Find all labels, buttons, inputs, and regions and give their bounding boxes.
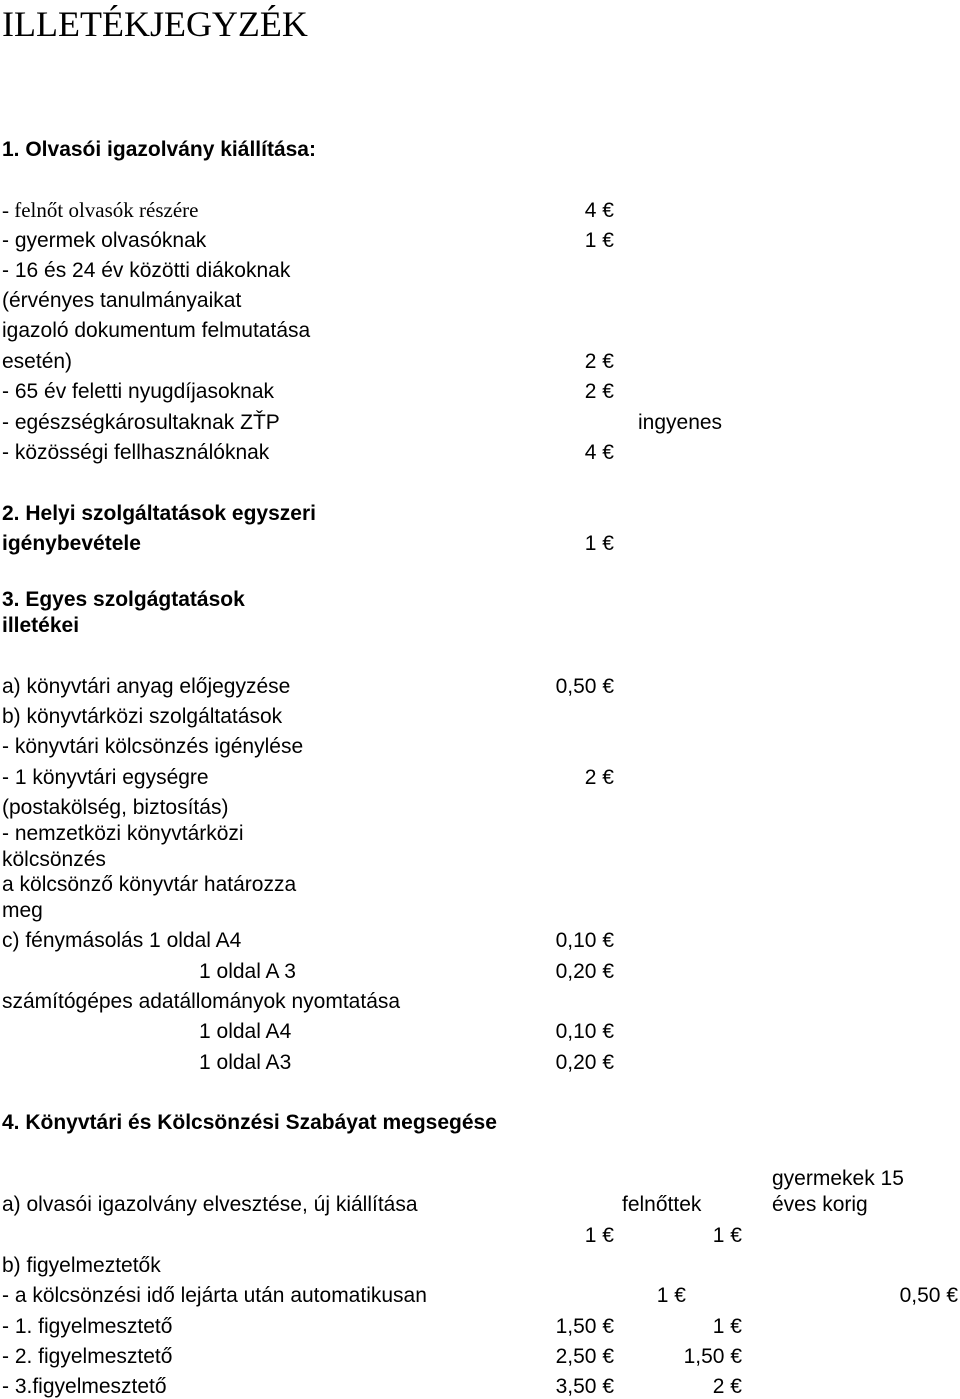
fee-label: a kölcsönző könyvtár határozza: [2, 873, 297, 896]
fee-value: 1 €: [584, 532, 614, 555]
fee-label: c) fénymásolás 1 oldal A4: [2, 929, 242, 952]
fee-label: 1 oldal A4: [199, 1020, 292, 1043]
fee-label: a) olvasói igazolvány elvesztése, új kiállítása: [2, 1193, 418, 1216]
section-3-heading: illetékei: [2, 614, 80, 637]
fee-label: 1 oldal A3: [199, 1051, 292, 1074]
fee-label: - egészségkárosultaknak ZŤP: [2, 411, 280, 434]
section-4-heading: 4. Könyvtári és Kölcsönzési Szabáyat megsegése: [2, 1111, 497, 1134]
fee-value: 2,50 €: [555, 1345, 614, 1368]
fee-value: 0,50 €: [899, 1284, 958, 1307]
fee-value: 1 €: [712, 1315, 742, 1338]
fee-label: - 65 év feletti nyugdíjasoknak: [2, 380, 274, 403]
fee-label: a) könyvtári anyag előjegyzése: [2, 675, 291, 698]
fee-value: 0,10 €: [555, 929, 614, 952]
document-title: ILLETÉKJEGYZÉK: [2, 4, 308, 44]
fee-label: kölcsönzés: [2, 848, 106, 871]
section-2-heading: igénybevétele: [2, 532, 141, 555]
fee-label: - 1. figyelmesztető: [2, 1315, 173, 1338]
fee-label: - a kölcsönzési idő lejárta után automatikusan: [2, 1284, 427, 1307]
fee-value: 2 €: [712, 1375, 742, 1398]
section-1-heading: 1. Olvasói igazolvány kiállítása:: [2, 138, 316, 161]
fee-value: ingyenes: [638, 411, 723, 434]
fee-label: (érvényes tanulmányaikat: [2, 289, 242, 312]
fee-label: meg: [2, 899, 43, 922]
fee-value: 1 €: [656, 1284, 686, 1307]
fee-label: igazoló dokumentum felmutatása: [2, 319, 311, 342]
fee-value: 1 €: [584, 229, 614, 252]
fee-label: - 3.figyelmesztető: [2, 1375, 167, 1398]
fee-label: - gyermek olvasóknak: [2, 229, 207, 252]
fee-label: - 1 könyvtári egységre: [2, 766, 209, 789]
fee-label: - 16 és 24 év közötti diákoknak: [2, 259, 291, 282]
fee-value: 4 €: [584, 441, 614, 464]
fee-value: 2 €: [584, 350, 614, 373]
column-header-children: gyermekek 15: [772, 1167, 904, 1190]
fee-value: 1 €: [584, 1224, 614, 1247]
fee-value: 0,20 €: [555, 1051, 614, 1074]
fee-label: - felnőt olvasók részére: [2, 198, 199, 222]
fee-value: 0,50 €: [555, 675, 614, 698]
fee-label: (postakölség, biztosítás): [2, 796, 229, 819]
fee-label: b) könyvtárközi szolgáltatások: [2, 705, 283, 728]
fee-value: 0,20 €: [555, 960, 614, 983]
fee-value: 3,50 €: [555, 1375, 614, 1398]
fee-label: esetén): [2, 350, 73, 373]
fee-value: 1,50 €: [555, 1315, 614, 1338]
fee-label: - könyvtári kölcsönzés igénylése: [2, 735, 304, 758]
fee-label: - nemzetközi könyvtárközi: [2, 822, 244, 845]
fee-value: 2 €: [584, 766, 614, 789]
section-3-heading: 3. Egyes szolgágtatások: [2, 588, 245, 611]
column-header-children: éves korig: [772, 1193, 868, 1216]
fee-value: 1,50 €: [683, 1345, 742, 1368]
fee-label: b) figyelmeztetők: [2, 1254, 161, 1277]
fee-label: - közösségi fellhasználóknak: [2, 441, 270, 464]
fee-label: 1 oldal A 3: [199, 960, 296, 983]
fee-label: számítógépes adatállományok nyomtatása: [2, 990, 401, 1013]
column-header-adults: felnőttek: [622, 1193, 702, 1216]
fee-value: 1 €: [712, 1224, 742, 1247]
fee-value: 4 €: [584, 199, 614, 222]
fee-value: 2 €: [584, 380, 614, 403]
section-2-heading: 2. Helyi szolgáltatások egyszeri: [2, 502, 316, 525]
fee-label: - 2. figyelmesztető: [2, 1345, 173, 1368]
fee-value: 0,10 €: [555, 1020, 614, 1043]
